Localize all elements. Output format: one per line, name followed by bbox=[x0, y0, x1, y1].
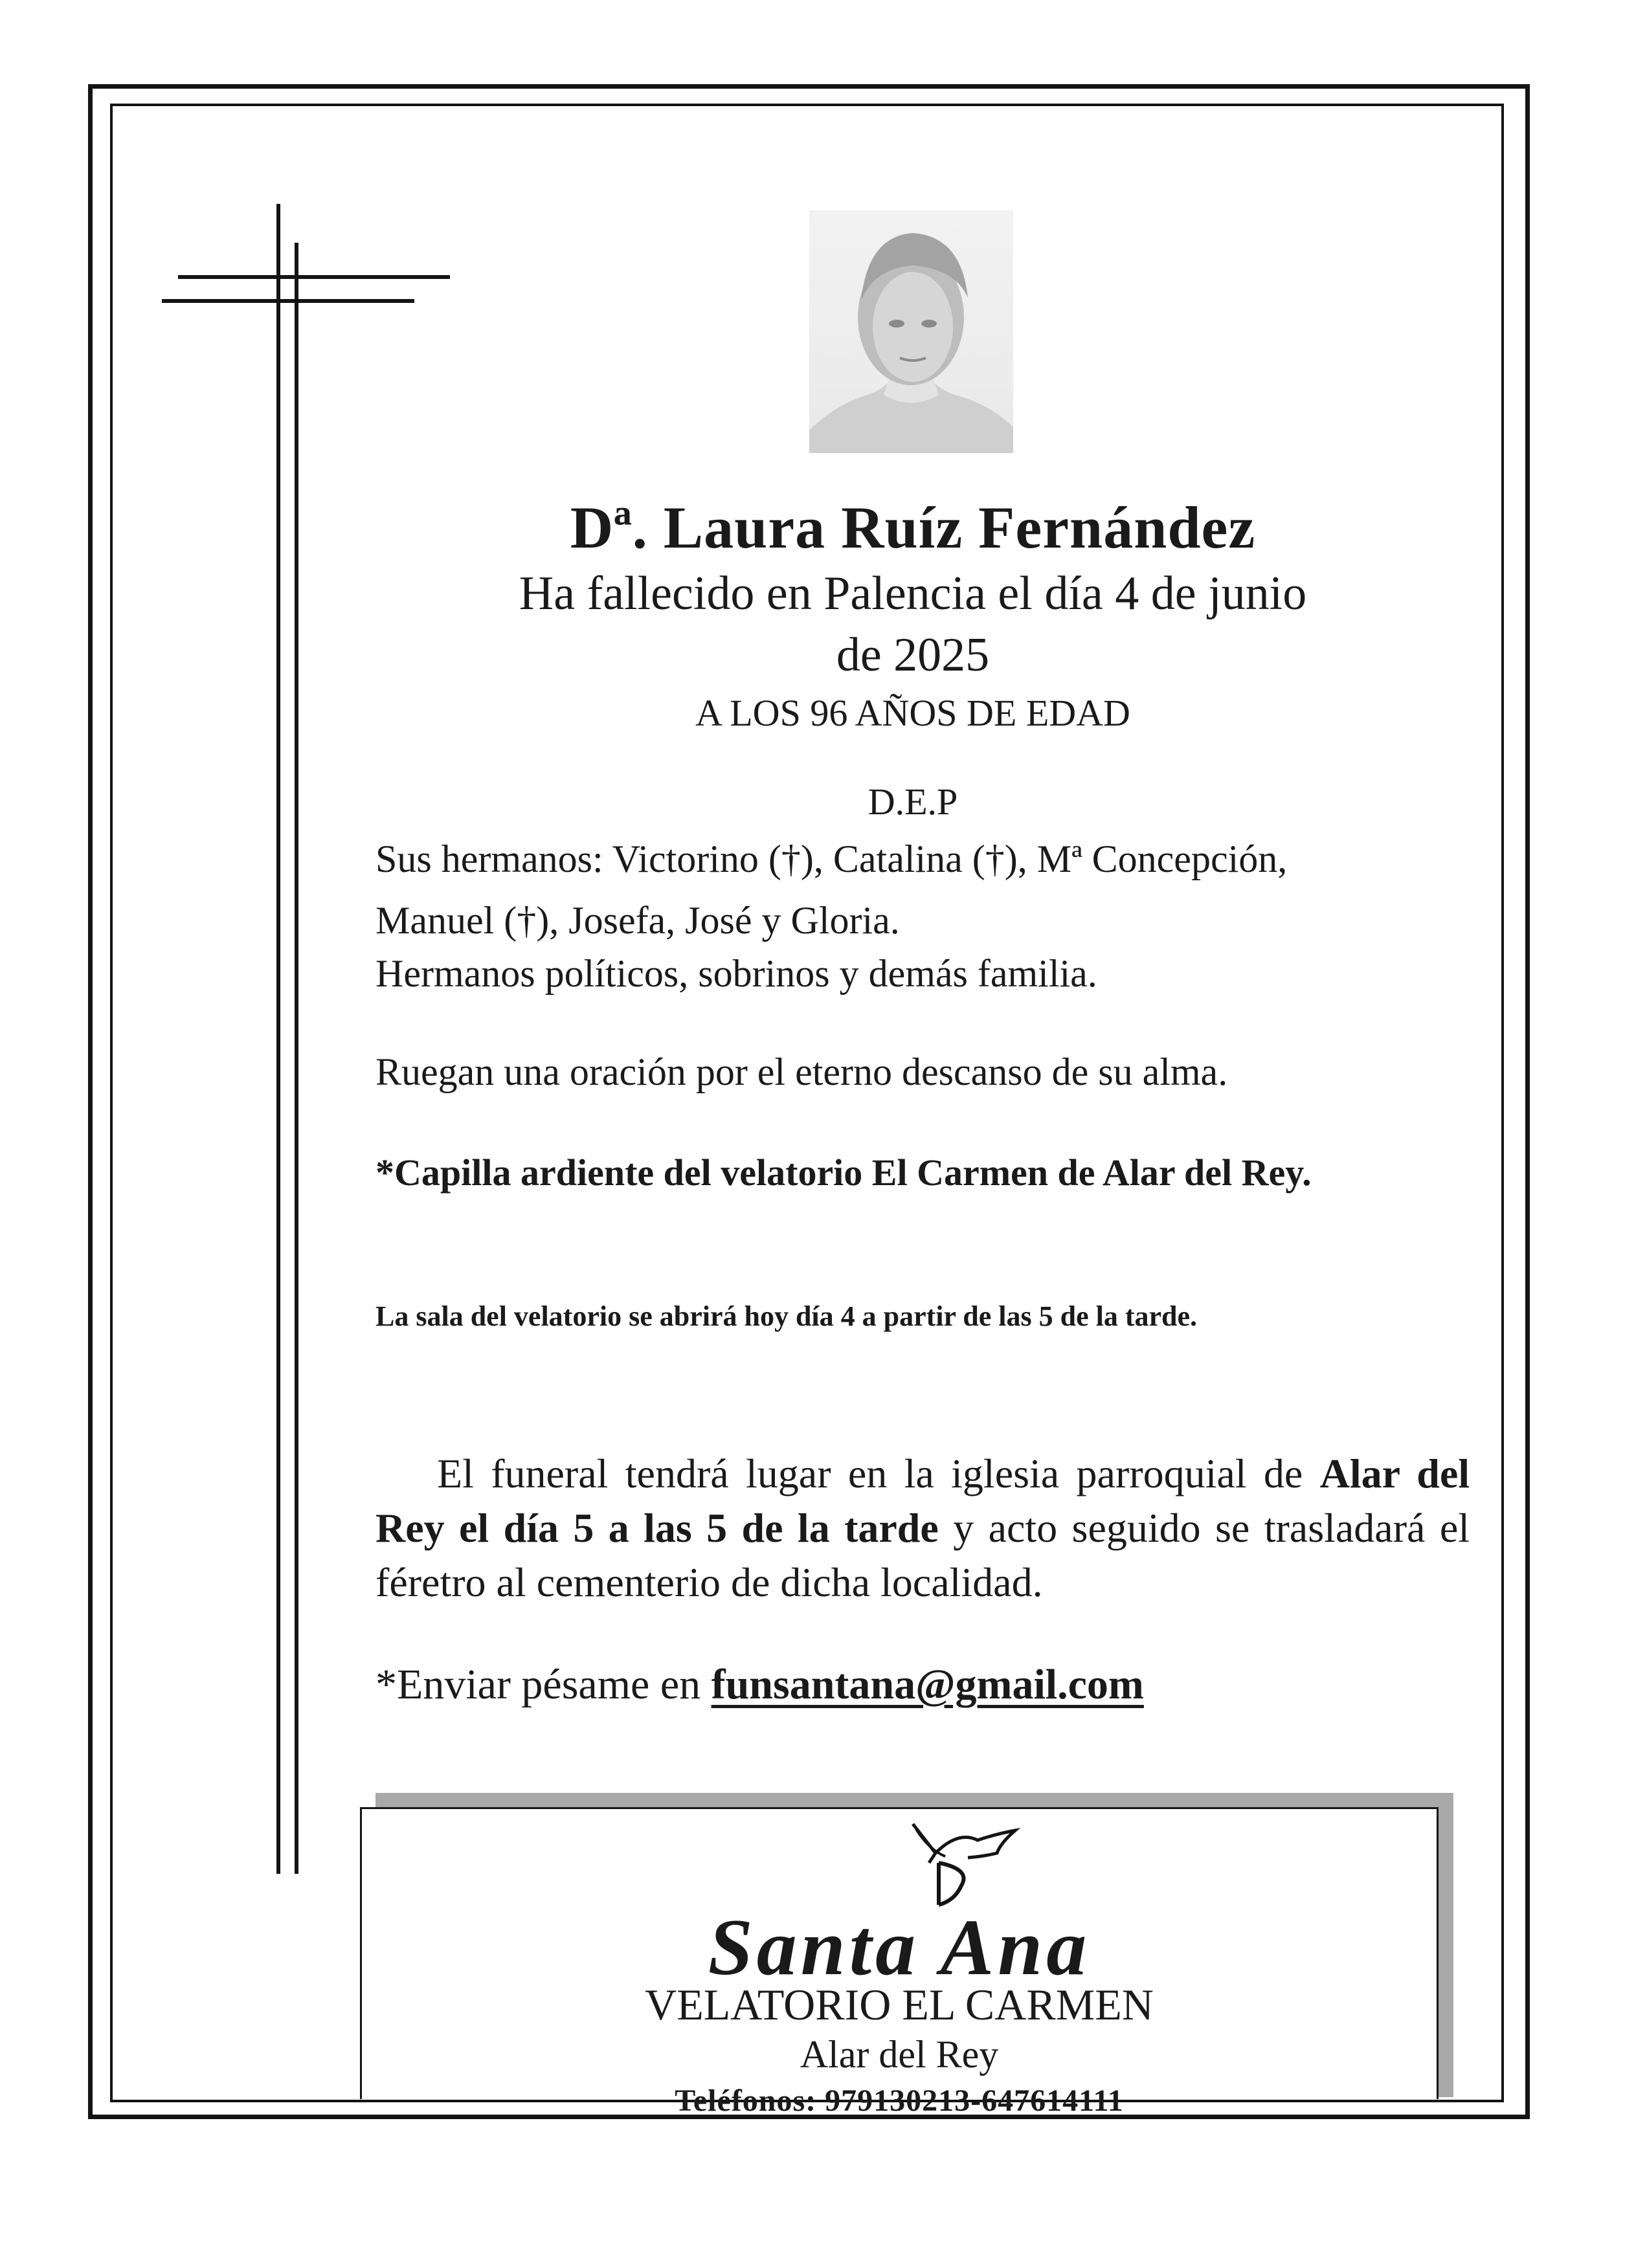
family-line: Hermanos políticos, sobrinos y demás familia. bbox=[375, 952, 1097, 995]
funeral-text-2: y acto seguido se trasladará el féretro al cementerio de dicha localidad. bbox=[375, 1505, 1470, 1605]
company-town: Alar del Rey bbox=[800, 2033, 999, 2076]
condolence-line bbox=[375, 1660, 1470, 1709]
condolence-email-link[interactable]: funsantana@gmail.com bbox=[711, 1661, 1144, 1708]
room-line: La sala del velatorio se abrirá hoy día 4 a partir de las 5 de la tarde. bbox=[375, 1300, 1198, 1332]
funeral-paragraph bbox=[375, 1447, 1470, 1610]
condolence-prefix: *Enviar pésame en bbox=[375, 1661, 711, 1708]
chapel-line: *Capilla ardiente del velatorio El Carmen de Alar del Rey. bbox=[375, 1151, 1312, 1194]
funeral-text-1: El funeral tendrá lugar en la iglesia parroquial de bbox=[437, 1451, 1320, 1496]
deceased-name: Dª. Laura Ruíz Fernández bbox=[570, 495, 1256, 561]
death-line-2: de 2025 bbox=[836, 628, 990, 682]
dep-text: D.E.P bbox=[868, 781, 958, 823]
siblings-line-2: Manuel (†), Josefa, José y Gloria. bbox=[375, 899, 900, 942]
age-line: A LOS 96 AÑOS DE EDAD bbox=[695, 692, 1130, 734]
portrait-photo bbox=[809, 210, 1013, 453]
portrait-icon bbox=[809, 210, 1013, 453]
funeral-text-bold: Alar del Rey el día 5 a las 5 de la tarde bbox=[375, 1451, 1470, 1551]
dove-icon bbox=[900, 1818, 1023, 1915]
logo-script: Santa Ana bbox=[708, 1903, 1091, 1992]
company-phones: Teléfonos: 979130213-647614111 bbox=[675, 2084, 1124, 2118]
prayer-line: Ruegan una oración por el eterno descanso de su alma. bbox=[375, 1051, 1228, 1093]
death-line-1: Ha fallecido en Palencia el día 4 de junio bbox=[519, 567, 1307, 620]
siblings-line-1: Sus hermanos: Victorino (†), Catalina (†), Mª Concepción, bbox=[375, 838, 1288, 880]
company-name: VELATORIO EL CARMEN bbox=[645, 1980, 1154, 2029]
